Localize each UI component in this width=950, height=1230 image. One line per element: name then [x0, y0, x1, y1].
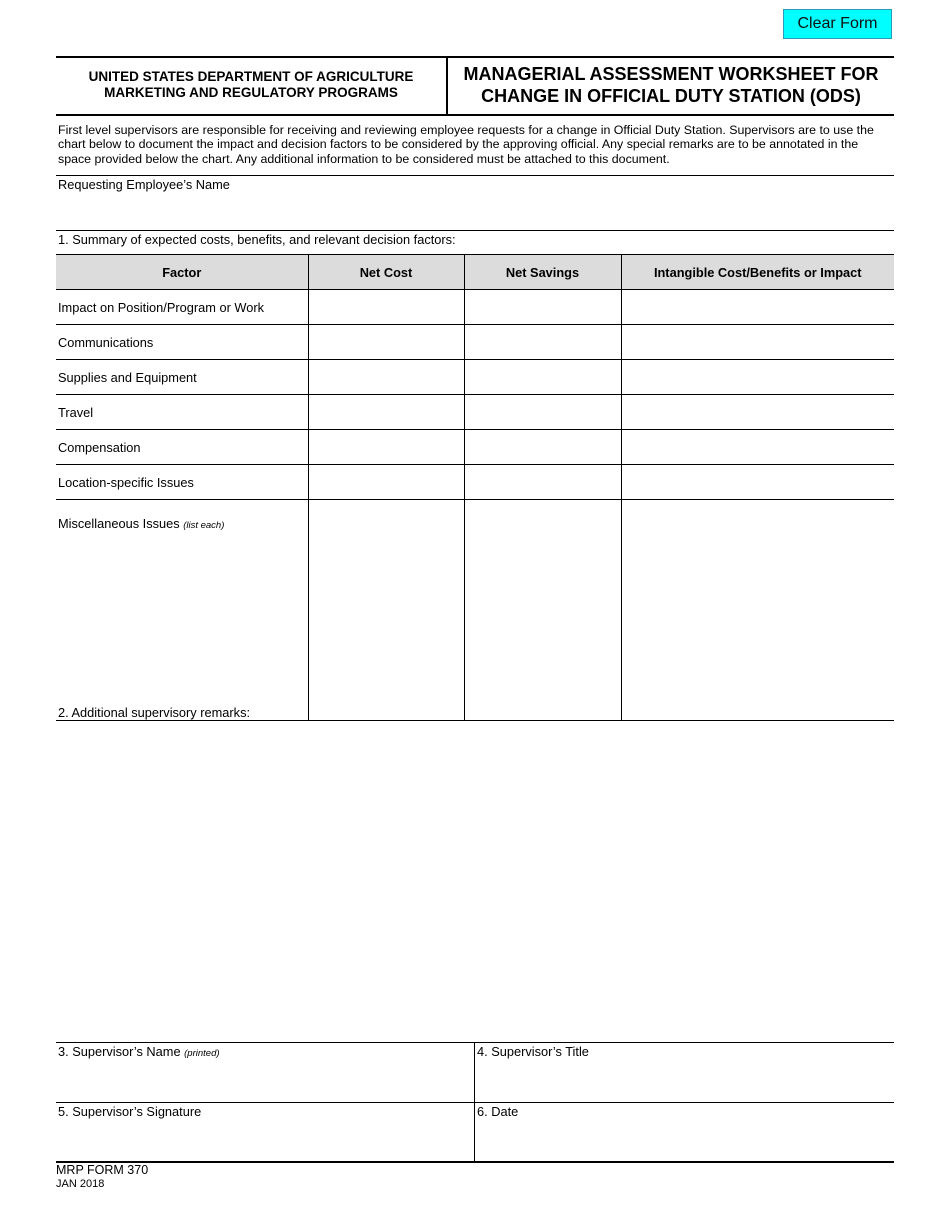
net-cost-field[interactable] [308, 430, 464, 465]
supervisor-title-label: 4. Supervisor’s Title [477, 1044, 589, 1059]
form-title [448, 63, 894, 107]
requesting-employee-label: Requesting Employee’s Name [58, 177, 230, 192]
supervisor-name-field[interactable] [56, 1060, 472, 1100]
factor-cell-misc [56, 500, 308, 721]
supervisor-name-label [58, 1044, 220, 1061]
signature-block-divider [474, 1042, 475, 1162]
net-savings-field[interactable] [464, 430, 621, 465]
signature-block-bottom-rule [56, 1161, 894, 1163]
employee-name-top-rule [56, 175, 894, 176]
section-1-top-rule [56, 230, 894, 231]
supervisor-title-field[interactable] [476, 1060, 894, 1100]
intangible-field[interactable] [621, 465, 894, 500]
form-revision-date: JAN 2018 [56, 1178, 105, 1190]
form-number: MRP FORM 370 [56, 1163, 149, 1177]
net-savings-field[interactable] [464, 465, 621, 500]
table-row [56, 290, 894, 325]
table-row-misc [56, 500, 894, 721]
intangible-field[interactable] [621, 500, 894, 721]
supervisor-name-note: (printed) [184, 1048, 220, 1059]
intangible-field[interactable] [621, 395, 894, 430]
net-savings-field[interactable] [464, 395, 621, 430]
header-intangible: Intangible Cost/Benefits or Impact [621, 255, 894, 290]
supervisor-signature-label: 5. Supervisor’s Signature [58, 1104, 202, 1119]
table-header-row [56, 255, 894, 290]
agency-name [57, 69, 445, 101]
net-cost-field[interactable] [308, 360, 464, 395]
agency-line-1: UNITED STATES DEPARTMENT OF AGRICULTURE [88, 69, 414, 84]
net-cost-field[interactable] [308, 395, 464, 430]
signature-block-mid-rule [56, 1102, 894, 1103]
net-savings-field[interactable] [464, 500, 621, 721]
header-top-rule [56, 56, 894, 58]
form-title-line-1: MANAGERIAL ASSESSMENT WORKSHEET FOR [463, 64, 879, 84]
net-cost-field[interactable] [308, 290, 464, 325]
net-savings-field[interactable] [464, 360, 621, 395]
intangible-field[interactable] [621, 290, 894, 325]
factor-cell: Location-specific Issues [56, 465, 308, 500]
supervisory-remarks-field[interactable] [56, 722, 894, 1038]
factor-cell: Impact on Position/Program or Work [56, 290, 308, 325]
header-net-savings: Net Savings [464, 255, 621, 290]
misc-note: (list each) [183, 520, 225, 531]
supervisor-name-label-text: 3. Supervisor’s Name [58, 1044, 181, 1059]
header-net-cost: Net Cost [308, 255, 464, 290]
net-cost-field[interactable] [308, 500, 464, 721]
instructions-text: First level supervisors are responsible for receiving and reviewing employee requests for a change in Official Duty Station. Supervisors are to use the chart below to document the impact and decision factors to be considered by the approving official. Any special remarks are to be annotated in the space provided below the chart. Any additional information to be considered must be attached to this document. [58, 123, 874, 166]
net-savings-field[interactable] [464, 290, 621, 325]
net-cost-field[interactable] [308, 465, 464, 500]
form-title-line-2: CHANGE IN OFFICIAL DUTY STATION (ODS) [481, 86, 861, 106]
date-label: 6. Date [477, 1104, 519, 1119]
table-row [56, 325, 894, 360]
table-row [56, 430, 894, 465]
section-2-label: 2. Additional supervisory remarks: [58, 705, 251, 720]
factor-cell: Communications [56, 325, 308, 360]
agency-line-2: MARKETING AND REGULATORY PROGRAMS [104, 85, 398, 100]
header-bottom-rule [56, 114, 894, 116]
decision-factors-table [56, 254, 894, 721]
signature-block-top-rule [56, 1042, 894, 1043]
intangible-field[interactable] [621, 325, 894, 360]
clear-form-button[interactable]: Clear Form [783, 9, 892, 39]
section-1-label: 1. Summary of expected costs, benefits, and relevant decision factors: [58, 232, 456, 247]
intangible-field[interactable] [621, 430, 894, 465]
factor-cell: Supplies and Equipment [56, 360, 308, 395]
date-field[interactable] [476, 1120, 894, 1160]
requesting-employee-field[interactable] [56, 193, 894, 229]
table-row [56, 465, 894, 500]
supervisor-signature-field[interactable] [56, 1120, 472, 1160]
net-cost-field[interactable] [308, 325, 464, 360]
header-factor: Factor [56, 255, 308, 290]
intangible-field[interactable] [621, 360, 894, 395]
table-row [56, 395, 894, 430]
misc-label: Miscellaneous Issues [58, 516, 180, 531]
factor-cell: Compensation [56, 430, 308, 465]
net-savings-field[interactable] [464, 325, 621, 360]
factor-cell: Travel [56, 395, 308, 430]
table-row [56, 360, 894, 395]
